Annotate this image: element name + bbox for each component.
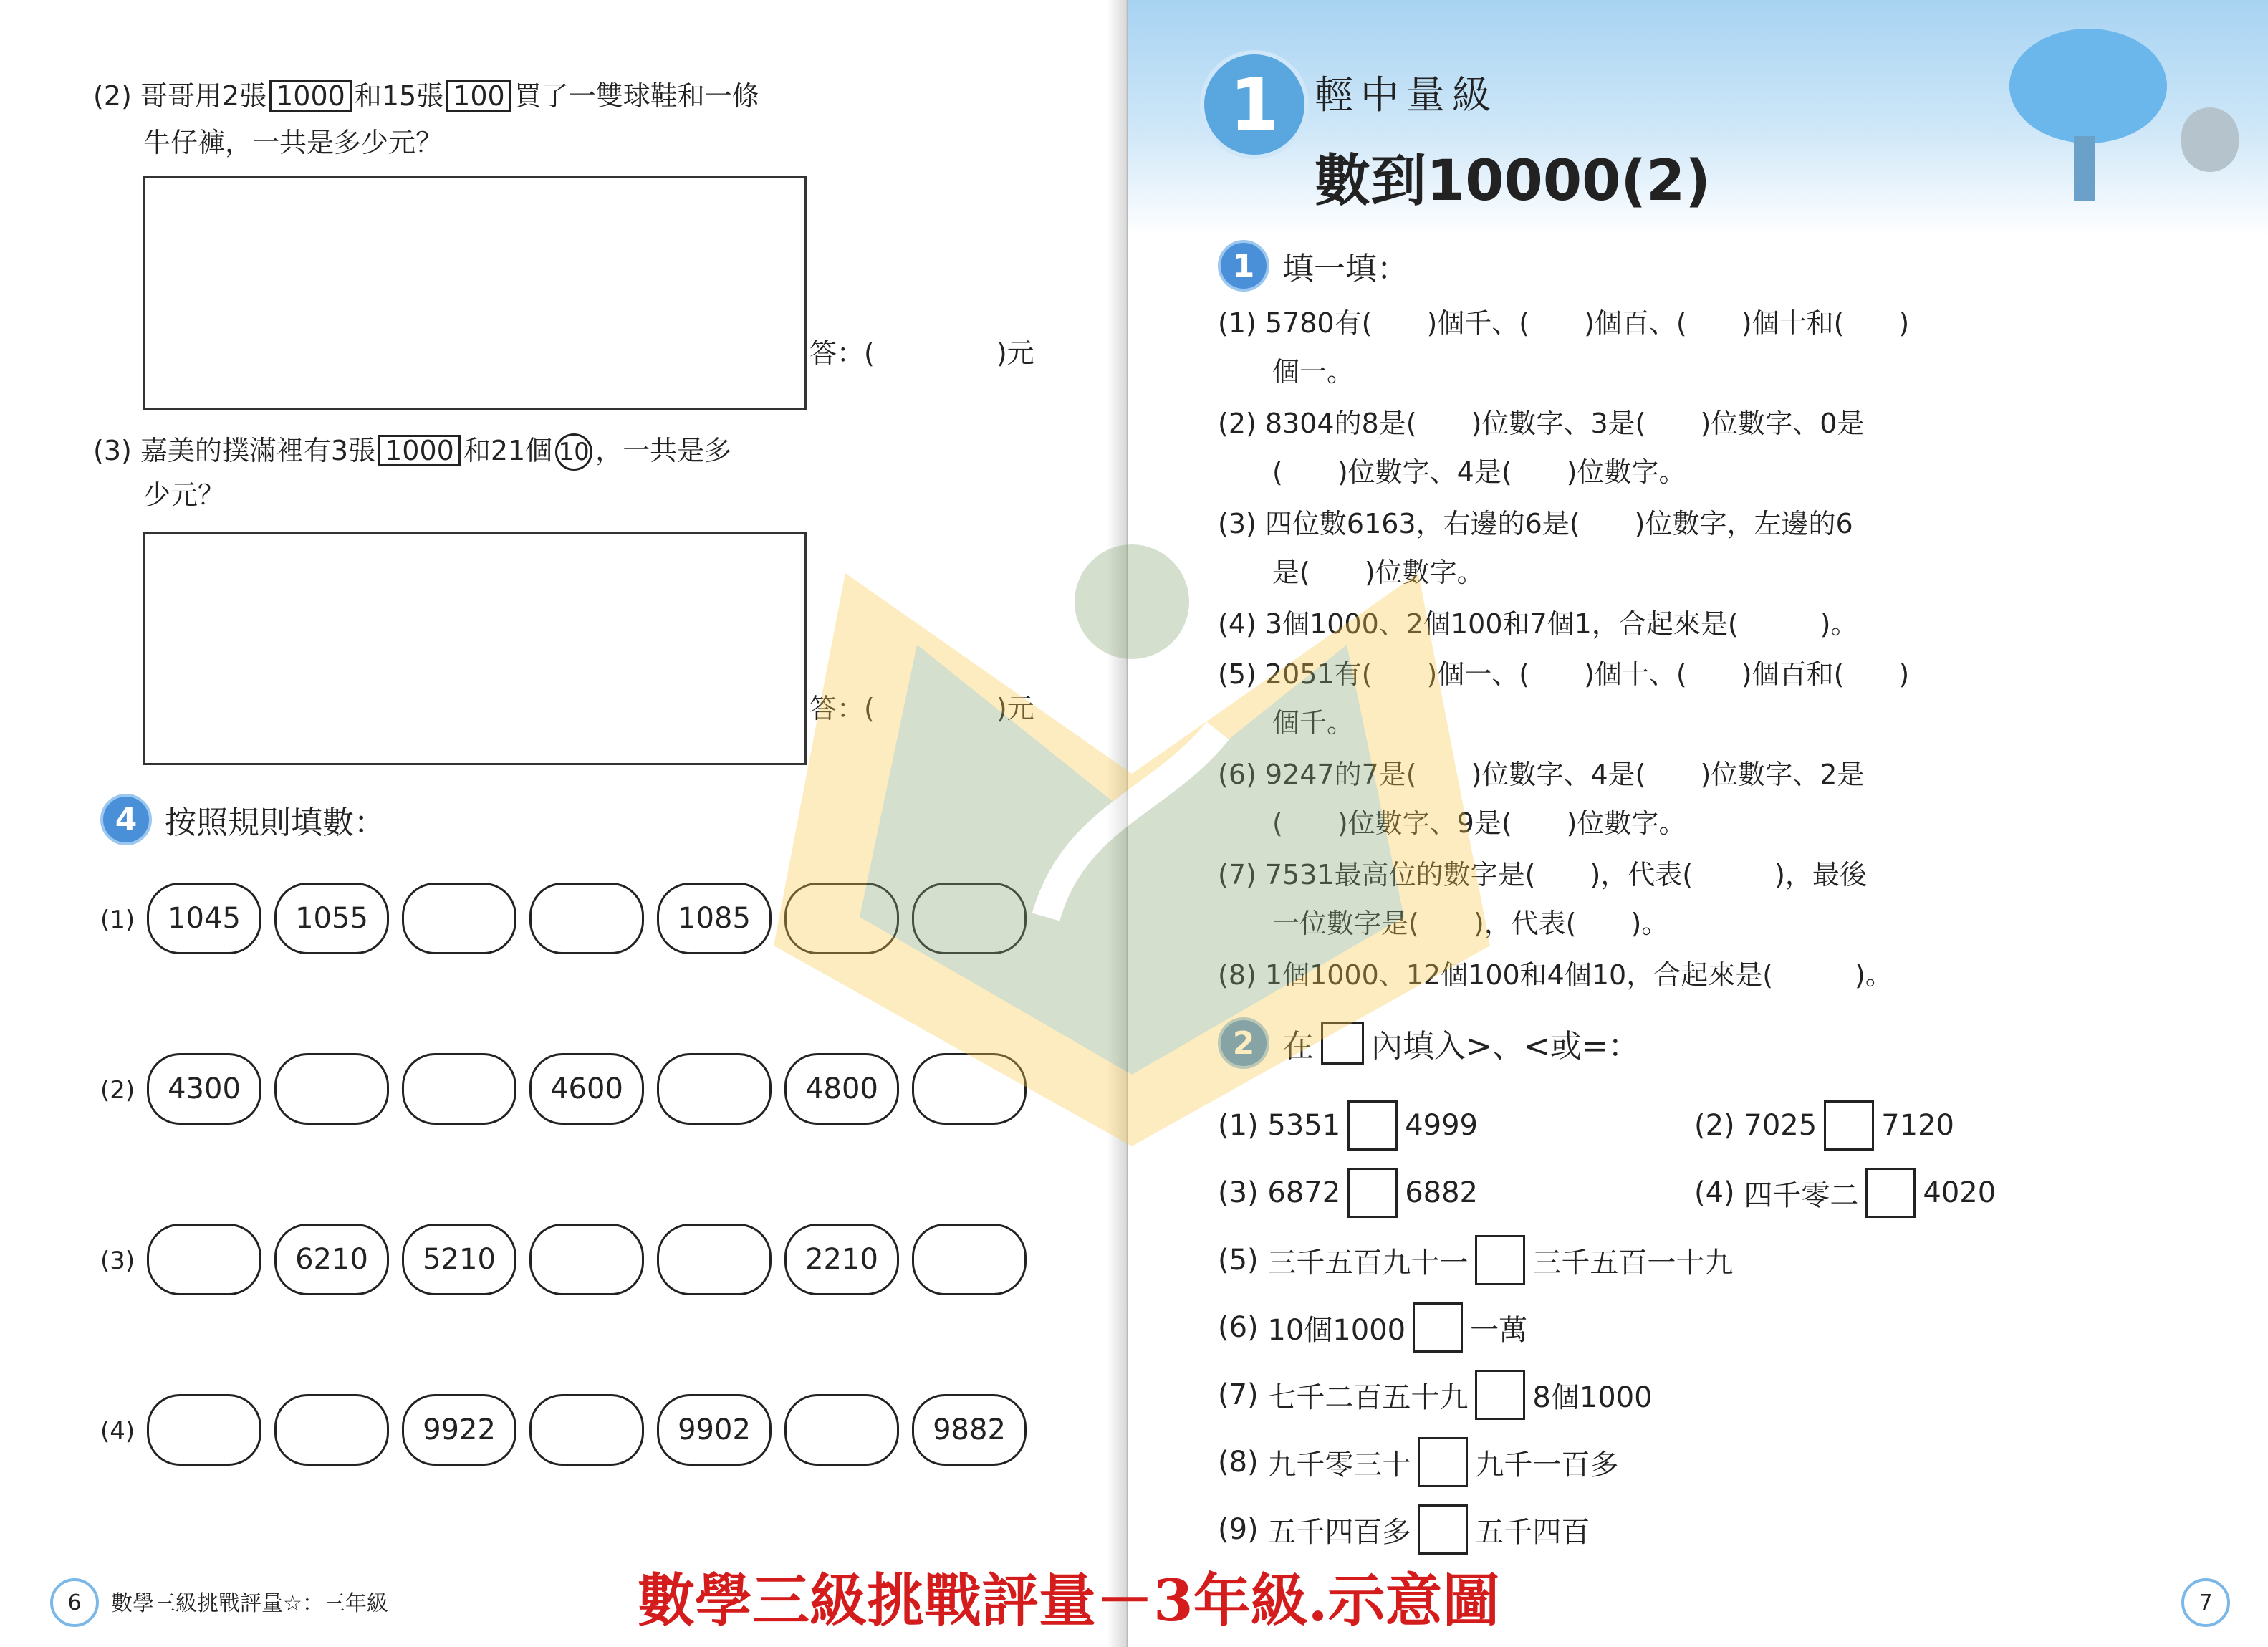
cloud-cell[interactable] xyxy=(784,883,899,954)
answer-unit: )元 xyxy=(996,337,1034,369)
question-2-answer xyxy=(809,331,1034,370)
section-1-line: 個千。 xyxy=(1218,707,1355,739)
cloud-cell[interactable] xyxy=(147,1224,261,1295)
compare-left: 10個1000 xyxy=(1267,1313,1406,1347)
cloud-row-1-label: (1) xyxy=(100,906,135,934)
question-2-work-area[interactable] xyxy=(143,176,807,410)
compare-answer-box[interactable] xyxy=(1418,1437,1468,1487)
cloud-cell: 5210 xyxy=(402,1224,516,1295)
section-2-title-text-b: 內填入>、<或=： xyxy=(1371,1028,1640,1065)
answer-unit: )元 xyxy=(996,693,1034,724)
section-1-line: (2) 8304的8是( )位數字、3是( )位數字、0是 xyxy=(1218,408,1865,439)
compare-item-8 xyxy=(1218,1437,1618,1487)
cloud-cell[interactable] xyxy=(912,1053,1027,1125)
compare-answer-box[interactable] xyxy=(1824,1100,1874,1151)
compare-item-7 xyxy=(1218,1370,1653,1420)
question-3-text-c: ，一共是多 xyxy=(595,435,732,466)
cloud-cell: 4800 xyxy=(784,1053,899,1125)
cloud-cell: 1055 xyxy=(274,883,389,954)
section-1-line: (8) 1個1000、12個100和4個10，合起來是( )。 xyxy=(1218,959,1893,991)
question-3-line-2: 少元？ xyxy=(143,479,226,511)
section-4-badge-icon: 4 xyxy=(100,794,152,845)
cloud-cell: 1045 xyxy=(147,883,261,954)
section-1-line: (6) 9247的7是( )位數字、4是( )位數字、2是 xyxy=(1218,759,1865,790)
compare-item-9 xyxy=(1218,1504,1590,1555)
section-4-title xyxy=(100,794,385,845)
sample-square-icon xyxy=(1321,1022,1364,1065)
cloud-cell[interactable] xyxy=(529,883,644,954)
compare-item-6 xyxy=(1218,1302,1527,1353)
tree-trunk-icon xyxy=(2074,136,2095,201)
section-1-line: (7) 7531最高位的數字是( )，代表( )，最後 xyxy=(1218,859,1867,890)
cloud-cell: 6210 xyxy=(274,1224,389,1295)
compare-label: (2) xyxy=(1694,1109,1735,1142)
cloud-cell[interactable] xyxy=(274,1394,389,1466)
section-1-line: ( )位數字、4是( )位數字。 xyxy=(1218,456,1686,488)
compare-left: 五千四百多 xyxy=(1267,1515,1411,1549)
section-2-badge-icon: 2 xyxy=(1218,1017,1269,1069)
question-2-text-c: 買了一雙球鞋和一條 xyxy=(514,80,759,112)
banknote-1000-box: 1000 xyxy=(378,435,461,466)
section-1-line: (3) 四位數6163，右邊的6是( )位數字，左邊的6 xyxy=(1218,508,1853,539)
section-1-line: (1) 5780有( )個千、( )個百、( )個十和( ) xyxy=(1218,307,1910,339)
compare-label: (7) xyxy=(1218,1378,1259,1411)
compare-label: (4) xyxy=(1694,1176,1735,1209)
page-number-7: 7 xyxy=(2181,1578,2230,1627)
section-1-title xyxy=(1218,240,1408,292)
cloud-cell[interactable] xyxy=(912,1224,1027,1295)
question-2-line-2: 牛仔褲，一共是多少元？ xyxy=(143,127,443,158)
compare-right: 8個1000 xyxy=(1532,1380,1653,1414)
sample-caption: 數學三級挑戰評量－3年級.示意圖 xyxy=(638,1567,1500,1634)
compare-right: 4020 xyxy=(1923,1176,1996,1209)
compare-answer-box[interactable] xyxy=(1418,1504,1468,1555)
cloud-row-3-label: (3) xyxy=(100,1247,135,1275)
cloud-cell: 4300 xyxy=(147,1053,261,1125)
tree-illustration-icon xyxy=(2009,29,2167,143)
compare-right: 一萬 xyxy=(1470,1313,1528,1347)
question-2-line-1 xyxy=(93,80,759,112)
compare-left: 九千零三十 xyxy=(1267,1448,1411,1482)
right-page xyxy=(1128,0,2268,1647)
compare-label: (6) xyxy=(1218,1311,1259,1344)
section-1-line: 一位數字是( )，代表( )。 xyxy=(1218,908,1669,939)
cloud-cell[interactable] xyxy=(529,1224,644,1295)
compare-item-5 xyxy=(1218,1235,1733,1285)
cloud-cell[interactable] xyxy=(274,1053,389,1125)
cloud-row-3 xyxy=(147,1224,1039,1295)
question-3-work-area[interactable] xyxy=(143,532,807,765)
compare-right: 三千五百一十九 xyxy=(1532,1246,1734,1279)
level-badge-icon: 1 xyxy=(1200,50,1309,159)
compare-answer-box[interactable] xyxy=(1413,1302,1463,1353)
cloud-cell[interactable] xyxy=(402,1053,516,1125)
cloud-cell: 1085 xyxy=(657,883,772,954)
compare-answer-box[interactable] xyxy=(1475,1370,1525,1420)
compare-label: (9) xyxy=(1218,1513,1259,1546)
cloud-cell: 9902 xyxy=(657,1394,772,1466)
book-title-footer: 數學三級挑戰評量☆：三年級 xyxy=(111,1591,388,1616)
cloud-cell: 9922 xyxy=(402,1394,516,1466)
compare-left: 七千二百五十九 xyxy=(1267,1380,1469,1414)
cloud-row-4-label: (4) xyxy=(100,1417,135,1446)
compare-left: 5351 xyxy=(1267,1109,1341,1142)
compare-label: (8) xyxy=(1218,1446,1259,1479)
answer-label: 答：( xyxy=(809,693,875,724)
question-3-text-b: 和21個 xyxy=(463,435,553,466)
section-2-title-text-a: 在 xyxy=(1282,1028,1314,1065)
compare-item-1 xyxy=(1218,1100,1478,1151)
question-2-text-b: 和15張 xyxy=(354,80,444,112)
question-3-line-1 xyxy=(93,433,731,471)
answer-label: 答：( xyxy=(809,337,875,369)
compare-label: (1) xyxy=(1218,1109,1259,1142)
question-3-text-a: (3) 嘉美的撲滿裡有3張 xyxy=(93,435,376,466)
cloud-row-1 xyxy=(147,883,1039,954)
cloud-row-4 xyxy=(147,1394,1039,1466)
cloud-cell[interactable] xyxy=(529,1394,644,1466)
cloud-cell: 2210 xyxy=(784,1224,899,1295)
section-1-line: (4) 3個1000、2個100和7個1，合起來是( )。 xyxy=(1218,608,1858,640)
cloud-cell[interactable] xyxy=(912,883,1027,954)
cat-illustration-icon xyxy=(2181,107,2239,172)
cloud-cell[interactable] xyxy=(402,883,516,954)
compare-label: (5) xyxy=(1218,1244,1259,1277)
compare-right: 九千一百多 xyxy=(1475,1448,1619,1482)
banknote-100-box: 100 xyxy=(446,80,511,112)
cloud-cell[interactable] xyxy=(147,1394,261,1466)
compare-right: 7120 xyxy=(1881,1109,1954,1142)
compare-label: (3) xyxy=(1218,1176,1259,1209)
cloud-cell[interactable] xyxy=(657,1224,772,1295)
cloud-cell: 9882 xyxy=(912,1394,1027,1466)
compare-left: 6872 xyxy=(1267,1176,1341,1209)
question-2-text-a: (2) 哥哥用2張 xyxy=(93,80,267,112)
compare-right: 五千四百 xyxy=(1475,1515,1590,1549)
section-1-badge-icon: 1 xyxy=(1218,240,1269,292)
compare-answer-box[interactable] xyxy=(1347,1168,1398,1218)
banknote-1000-box: 1000 xyxy=(269,80,352,112)
compare-item-2 xyxy=(1694,1100,1954,1151)
cloud-cell: 4600 xyxy=(529,1053,644,1125)
page-number-6: 6 xyxy=(50,1578,99,1627)
compare-item-3 xyxy=(1218,1168,1478,1218)
cloud-row-2-label: (2) xyxy=(100,1076,135,1105)
section-1-line: ( )位數字、9是( )位數字。 xyxy=(1218,807,1686,839)
compare-right: 4999 xyxy=(1405,1109,1478,1142)
page-title: 數到10000(2) xyxy=(1315,149,1711,213)
compare-left: 四千零二 xyxy=(1744,1178,1859,1212)
compare-answer-box[interactable] xyxy=(1865,1168,1916,1218)
section-1-line: 個一。 xyxy=(1218,356,1355,388)
section-1-line: (5) 2051有( )個一、( )個十、( )個百和( ) xyxy=(1218,658,1910,690)
compare-answer-box[interactable] xyxy=(1347,1100,1398,1151)
section-1-title-text: 填一填： xyxy=(1282,251,1408,287)
cloud-cell[interactable] xyxy=(657,1053,772,1125)
compare-item-4 xyxy=(1694,1168,1996,1218)
coin-10-circle: 10 xyxy=(555,433,592,471)
cloud-cell[interactable] xyxy=(784,1394,899,1466)
left-page xyxy=(0,0,1128,1647)
section-4-title-text: 按照規則填數： xyxy=(165,805,385,841)
compare-answer-box[interactable] xyxy=(1475,1235,1525,1285)
section-1-line: 是( )位數字。 xyxy=(1218,557,1484,588)
question-3-answer xyxy=(809,686,1034,726)
compare-left: 三千五百九十一 xyxy=(1267,1246,1469,1279)
cloud-row-2 xyxy=(147,1053,1039,1125)
level-name: 輕中量級 xyxy=(1315,72,1498,117)
compare-right: 6882 xyxy=(1405,1176,1478,1209)
compare-left: 7025 xyxy=(1744,1109,1817,1142)
section-2-title xyxy=(1218,1017,1640,1069)
